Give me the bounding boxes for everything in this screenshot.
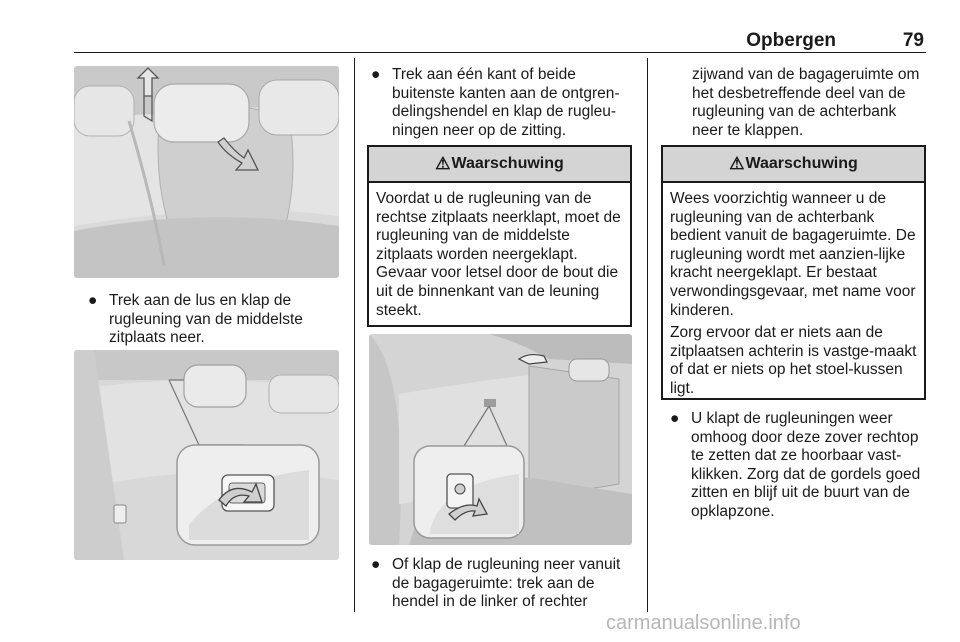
warning-title: Waarschuwing bbox=[745, 155, 858, 172]
warning-title: Waarschuwing bbox=[451, 155, 564, 172]
list-item bbox=[371, 556, 633, 612]
warning-header bbox=[663, 147, 924, 183]
column-divider-2 bbox=[647, 58, 648, 612]
bullet-marker: ● bbox=[88, 292, 98, 309]
header-rule bbox=[74, 52, 926, 53]
bullet-marker: ● bbox=[371, 556, 381, 573]
warning-text: Zorg ervoor dat er niets aan de zitplaatsen achterin is vastge-maakt of dat er niets op het stoel-kussen ligt. bbox=[670, 324, 917, 397]
bullet-text: Of klap de rugleuning neer vanuit de bagageruimte: trek aan de hendel in de linker of rechter bbox=[392, 556, 621, 611]
list-item bbox=[371, 66, 633, 142]
warning-box bbox=[367, 145, 632, 327]
list-item bbox=[670, 410, 928, 524]
page-number: 79 bbox=[902, 30, 924, 51]
warning-body bbox=[369, 183, 630, 320]
continuation-text: zijwand van de bagageruimte om het desbetreffende deel van de rugleuning van de achterbank neer te klappen. bbox=[692, 66, 920, 139]
column-divider-1 bbox=[354, 58, 355, 612]
watermark: carmanualsonline.info bbox=[606, 612, 801, 634]
illustration-center-seat-fold bbox=[74, 66, 339, 278]
illustration-trunk-lever bbox=[369, 334, 632, 545]
bullet-text: U klapt de rugleuningen weer omhoog door deze zover rechtop te zetten dat ze hoorbaar vast-klikken. Zorg dat de gordels goed zitten en blijf uit de buurt van de opklapzone. bbox=[691, 410, 921, 520]
warning-text: Voordat u de rugleuning van de rechtse zitplaats neerklapt, moet de rugleuning van de middelste zitplaats worden neergeklapt. Gevaar voor letsel door de bout die uit de binnenkant van de leuning steekt. bbox=[376, 190, 621, 319]
warning-body bbox=[663, 183, 924, 399]
bullet-marker: ● bbox=[371, 66, 381, 83]
bullet-text: Trek aan de lus en klap de rugleuning van de middelste zitplaats neer. bbox=[109, 292, 303, 347]
warning-box bbox=[661, 145, 926, 400]
bullet-marker: ● bbox=[670, 410, 680, 427]
page-title: Opbergen bbox=[746, 30, 836, 51]
bullet-text: Trek aan één kant of beide buitenste kanten aan de ontgren-delingshendel en klap de rugleu-ningen neer op de zitting. bbox=[392, 66, 620, 139]
warning-icon: ⚠ bbox=[729, 154, 745, 173]
illustration-strap-detail bbox=[74, 350, 339, 560]
warning-text: Wees voorzichtig wanneer u de rugleuning van de achterbank bedient vanuit de bagageruimte. De rugleuning wordt met aanzien-lijke kracht neergeklapt. Er bestaat verwondingsgevaar, met name voor kinderen. bbox=[670, 190, 916, 319]
list-item bbox=[88, 292, 338, 352]
page-header bbox=[74, 30, 926, 52]
warning-header bbox=[369, 147, 630, 183]
warning-icon: ⚠ bbox=[435, 154, 451, 173]
